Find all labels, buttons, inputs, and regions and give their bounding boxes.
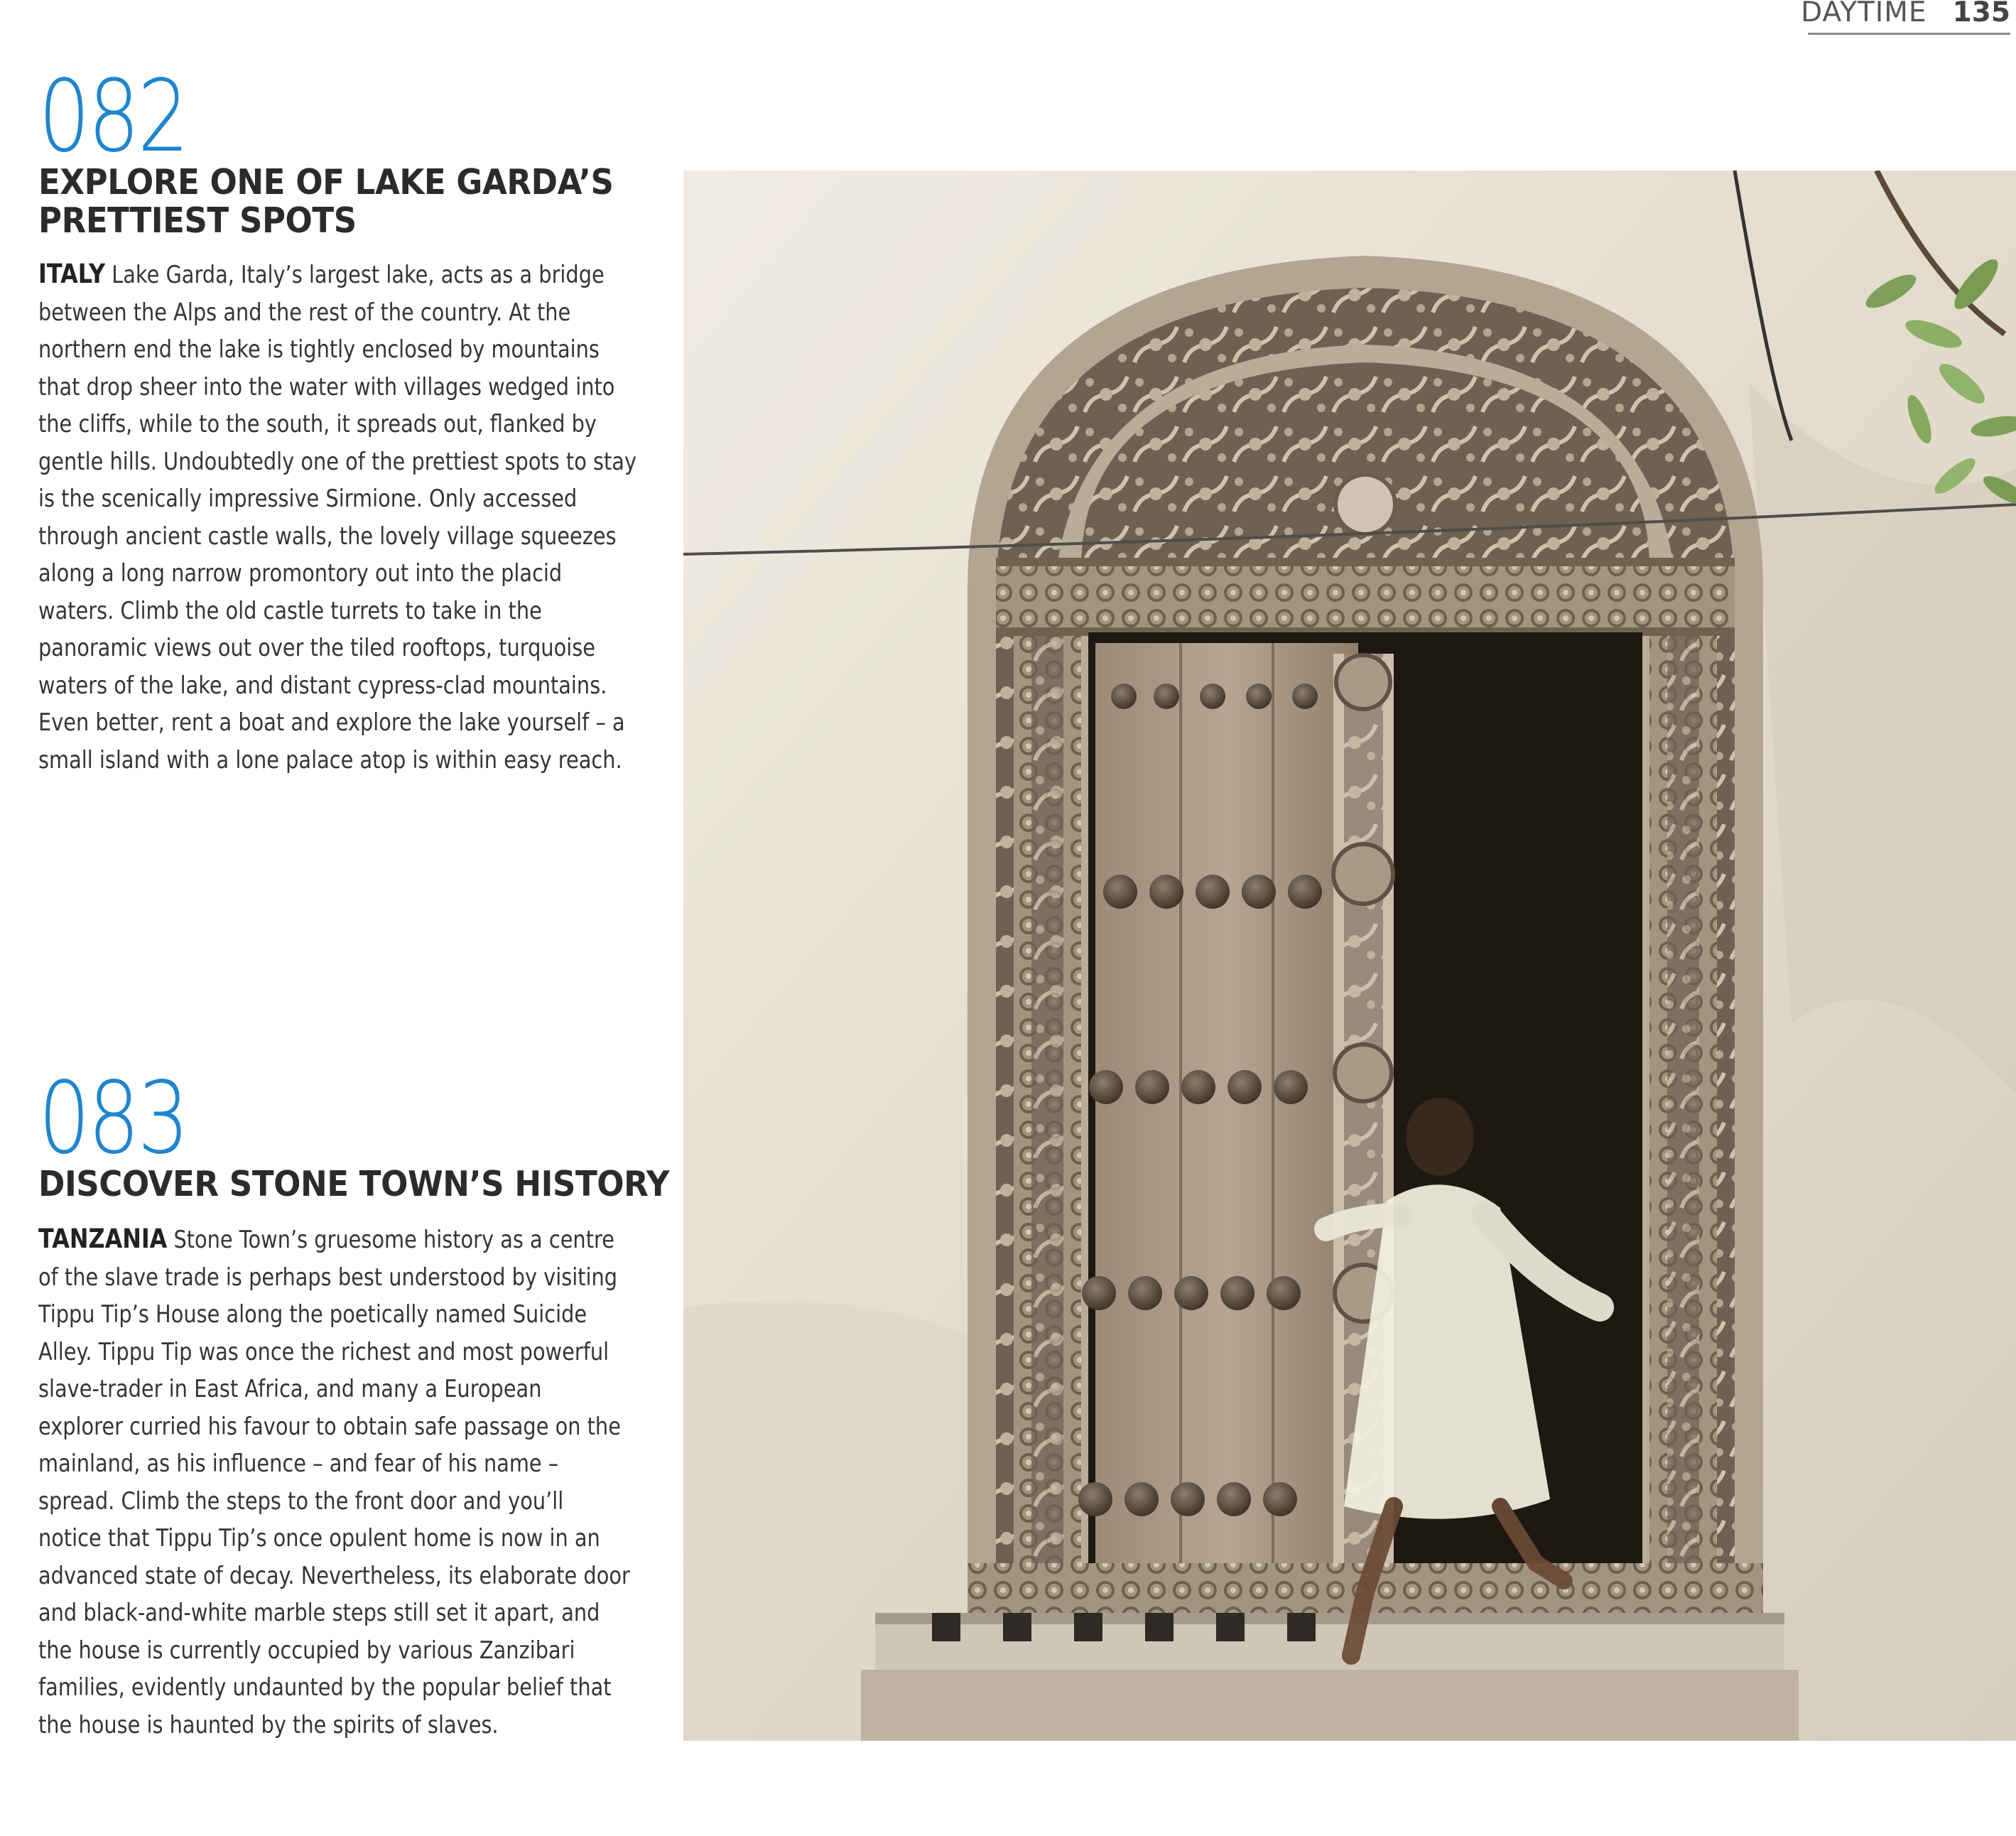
body-line: Even better, rent a boat and explore the lake yourself – a xyxy=(38,708,625,736)
body-line: Lake Garda, Italy’s largest lake, acts as a bridge xyxy=(105,261,605,288)
body-line: that drop sheer into the water with villages wedged into xyxy=(38,372,615,401)
entry-082 xyxy=(38,59,639,779)
body-line: the house is currently occupied by various Zanzibari xyxy=(38,1636,575,1664)
body-line: slave-trader in East Africa, and many a European xyxy=(38,1375,542,1403)
body-line: Tippu Tip’s House along the poetically named Suicide xyxy=(38,1300,587,1328)
body-line: northern end the lake is tightly enclosed by mountains xyxy=(38,335,600,363)
body-line: the house is haunted by the spirits of slaves. xyxy=(38,1710,499,1739)
body-line: of the slave trade is perhaps best understood by visiting xyxy=(38,1263,618,1291)
body-line: through ancient castle walls, the lovely village squeezes xyxy=(38,522,617,550)
entry-title-line: PRETTIEST SPOTS xyxy=(38,200,357,241)
entry-number: 083 xyxy=(38,1061,188,1177)
body-line: along a long narrow promontory out into the placid xyxy=(38,559,563,587)
body-line: notice that Tippu Tip’s once opulent home is now in an xyxy=(38,1524,600,1552)
body-line: Alley. Tippu Tip was once the richest and most powerful xyxy=(38,1337,609,1366)
body-line: panoramic views out over the tiled rooftops, turquoise xyxy=(38,634,596,662)
entry-title-line: DISCOVER STONE TOWN’S HISTORY xyxy=(38,1164,670,1204)
body-line: the cliffs, while to the south, it spreads out, flanked by xyxy=(38,410,597,438)
body-line: waters of the lake, and distant cypress-clad mountains. xyxy=(38,671,607,699)
entry-title xyxy=(38,163,679,240)
country-label: TANZANIA xyxy=(38,1224,168,1254)
section-label: DAYTIME xyxy=(1801,0,1927,28)
entry-title xyxy=(38,1165,679,1204)
entry-body xyxy=(38,1221,649,1744)
entry-083 xyxy=(38,1061,670,1744)
body-line: advanced state of decay. Nevertheless, its elaborate door xyxy=(38,1561,630,1589)
body-line: gentle hills. Undoubtedly one of the prettiest spots to stay xyxy=(38,447,637,475)
entry-number: 082 xyxy=(38,59,188,175)
entry-body xyxy=(38,256,649,779)
running-head xyxy=(1801,0,2010,35)
entry-title-line: EXPLORE ONE OF LAKE GARDA’S xyxy=(38,162,614,202)
body-line: spread. Climb the steps to the front door and you’ll xyxy=(38,1486,564,1515)
body-line: mainland, as his influence – and fear of his name – xyxy=(38,1449,559,1477)
body-line: between the Alps and the rest of the country. At the xyxy=(38,298,571,326)
door-illustration xyxy=(683,171,2016,1741)
body-line: explorer curried his favour to obtain safe passage on the xyxy=(38,1412,621,1440)
body-line: waters. Climb the old castle turrets to take in the xyxy=(38,596,542,625)
body-line: and black-and-white marble steps still set it apart, and xyxy=(38,1599,600,1626)
body-line: Stone Town’s gruesome history as a centre xyxy=(167,1226,614,1253)
page-number: 135 xyxy=(1952,0,2010,28)
stone-town-door-photo xyxy=(683,171,2016,1741)
body-line: is the scenically impressive Sirmione. Only accessed xyxy=(38,485,578,512)
body-line: families, evidently undaunted by the popular belief that xyxy=(38,1673,612,1701)
country-label: ITALY xyxy=(38,259,106,289)
body-line: small island with a lone palace atop is within easy reach. xyxy=(38,745,622,774)
